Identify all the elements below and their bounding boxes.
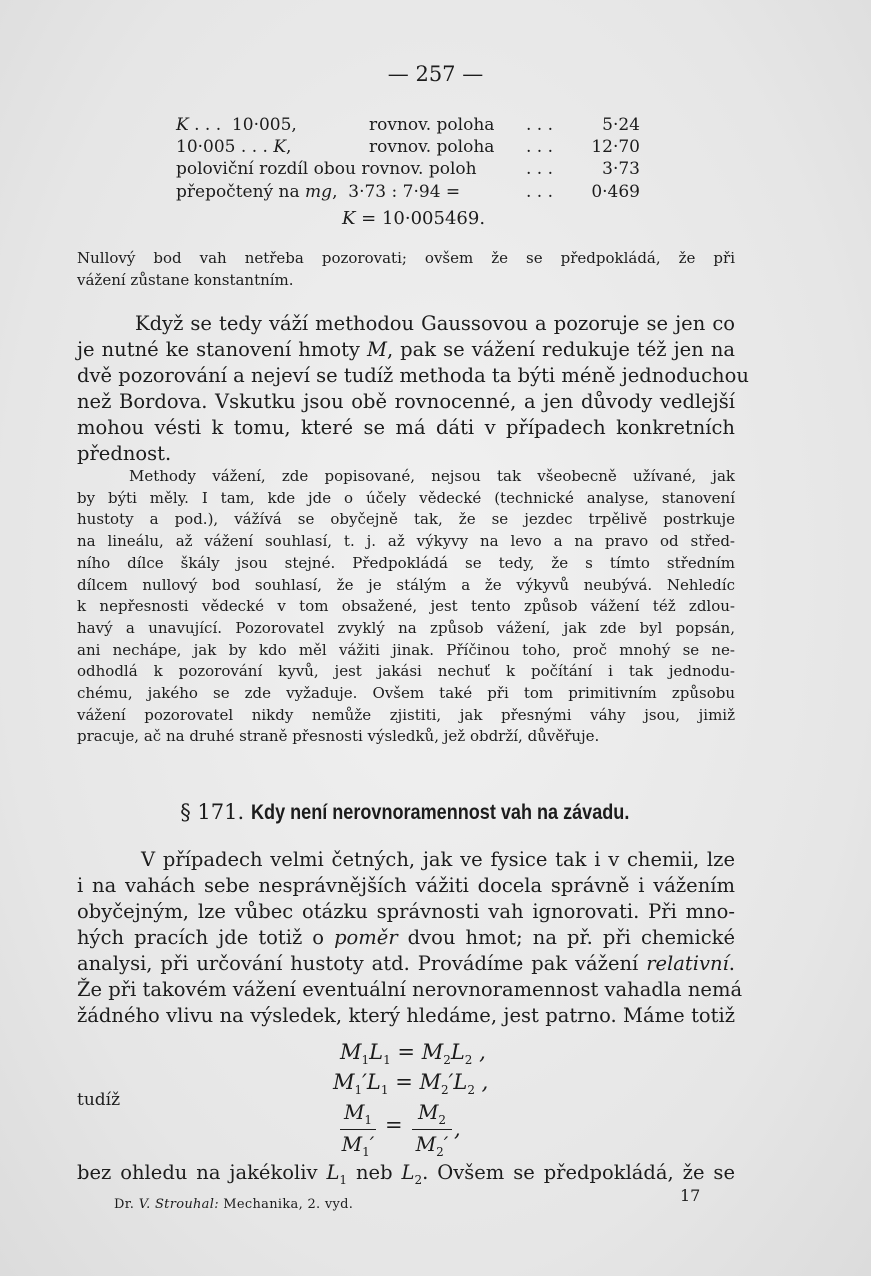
text-line: ani nechápe, jak by kdo měl vážiti jinak. Příčinou toho, proč mnohý se ne-: [77, 640, 735, 659]
table-row-1-value: 5·24: [602, 115, 640, 135]
section-heading: [0, 800, 871, 825]
text-line: hých pracích jde totiž o poměr dvou hmot; na př. při chemické: [77, 926, 735, 949]
text-line: pracuje, ač na druhé straně přesnosti výsledků, jež obdrží, důvěřuje.: [77, 727, 600, 746]
text-line: havý a unavující. Pozorovatel zvyklý na způsob vážení, jak zde byl popsán,: [77, 618, 735, 637]
text-line: obyčejným, lze vůbec otázku správnosti vah ignorovati. Při mno-: [77, 900, 735, 923]
table-row-2-value: 12·70: [591, 137, 640, 157]
table-row-3-label: poloviční rozdíl obou rovnov. poloh: [176, 159, 477, 179]
text-line: bez ohledu na jakékoliv $L_1$ neb $L_2$. Ovšem se předpokládá, že se: [77, 1161, 735, 1187]
table-row-3-value: 3·73: [602, 159, 640, 179]
section-title: Kdy není nerovnoramennost vah na závadu.: [250, 801, 630, 824]
table-row-1-label: K . . . 10·005,: [176, 115, 297, 135]
page-number: — 257 —: [387, 62, 484, 86]
table-row-2-desc: rovnov. poloha: [369, 137, 495, 157]
text-line: hustoty a pod.), vážívá se obyčejně tak, že se jezdec trpělivě postrkuje: [77, 510, 735, 529]
section-number: § 171.: [180, 800, 245, 824]
paragraph-pripadech: [77, 847, 743, 1029]
equation-2: $M_1'L_1 = M_2'L_2$ ,: [333, 1070, 489, 1097]
fraction-right: $M_2$ $M_2'$: [412, 1100, 452, 1159]
text-line: na lineálu, až vážení souhlasí, t. j. až výkyvy na levo a na pravo od střed-: [77, 532, 735, 551]
fraction-equals: =: [385, 1113, 403, 1137]
paragraph-methody: [77, 466, 735, 748]
text-line: Že při takovém vážení eventuální nerovnoramennost vahadla nemá: [77, 978, 743, 1001]
table-row-4-dots: . . .: [526, 182, 554, 202]
text-line: vážení zůstane konstantním.: [77, 270, 294, 289]
table-row-2-dots: . . .: [526, 137, 554, 157]
tudiz-label: tudíž: [77, 1090, 121, 1110]
fraction-comma: ,: [454, 1117, 461, 1141]
table-result: K = 10·005469.: [342, 208, 486, 229]
table-row-4-label: přepočtený na mg, 3·73 : 7·94 =: [176, 182, 461, 202]
paragraph-gauss: [77, 311, 749, 467]
note-nullovy-bod: [77, 248, 735, 291]
text-line: žádného vlivu na výsledek, který hledáme, jest patrno. Máme totiž: [77, 1004, 735, 1027]
text-line: vážení pozorovatel nikdy nemůže zjistiti, jak přesnými váhy jsou, jimiž: [77, 705, 735, 724]
text-line: dílcem nullový bod souhlasí, že je stálým a že výkyvů neubývá. Nehledíc: [77, 575, 735, 594]
fraction-left: $M_1$ $M_1'$: [341, 1100, 375, 1159]
text-line: analysi, při určování hustoty atd. Provádíme pak vážení relativní.: [77, 952, 735, 975]
text-line: Nullový bod vah netřeba pozorovati; ovšem že se předpokládá, že při: [77, 249, 735, 267]
text-line: Methody vážení, zde popisované, nejsou tak všeobecně užívané, jak: [129, 467, 735, 485]
text-line: dvě pozorování a nejeví se tudíž methoda ta býti méně jednoduchou: [77, 364, 749, 387]
paragraph-bez-ohledu: [77, 1160, 735, 1193]
text-line: Když se tedy váží methodou Gaussovou a pozoruje se jen co: [135, 312, 735, 335]
footer-citation: Dr. V. Strouhal: Mechanika, 2. vyd.: [114, 1197, 354, 1212]
text-line: by býti měly. I tam, kde jde o účely vědecké (technické analyse, stanovení: [77, 488, 735, 507]
text-line: odhodlá k pozorování kyvů, jest jakási nechuť k počítání i tak jednodu-: [77, 662, 735, 681]
text-line: i na vahách sebe nesprávnějších vážiti docela správně i vážením: [77, 874, 735, 897]
text-line: ního dílce škály jsou stejné. Předpokládá se tedy, že s tímto středním: [77, 553, 735, 572]
table-row-1-desc: rovnov. poloha: [369, 115, 495, 135]
equation-1: $M_1L_1 = M_2L_2$ ,: [340, 1040, 486, 1067]
text-line: přednost.: [77, 442, 172, 465]
signature-number: 17: [680, 1186, 701, 1205]
table-row-4-value: 0·469: [591, 182, 640, 202]
text-line: chému, jakého se zde vyžaduje. Ovšem také při tom primitivním způsobu: [77, 684, 735, 703]
table-row-2-label: 10·005 . . . K,: [176, 137, 292, 157]
text-line: než Bordova. Vskutku jsou obě rovnocenné, a jen důvody vedlejší: [77, 390, 735, 413]
text-line: mohou vésti k tomu, které se má dáti v případech konkretních: [77, 416, 735, 439]
table-row-3-dots: . . .: [526, 159, 554, 179]
text-line: je nutné ke stanovení hmoty M, pak se vážení redukuje též jen na: [77, 338, 735, 361]
text-line: V případech velmi četných, jak ve fysice tak i v chemii, lze: [141, 848, 735, 871]
table-row-1-dots: . . .: [526, 115, 554, 135]
text-line: k nepřesnosti vědecké v tom obsažené, jest tento způsob vážení též zdlou-: [77, 597, 735, 616]
